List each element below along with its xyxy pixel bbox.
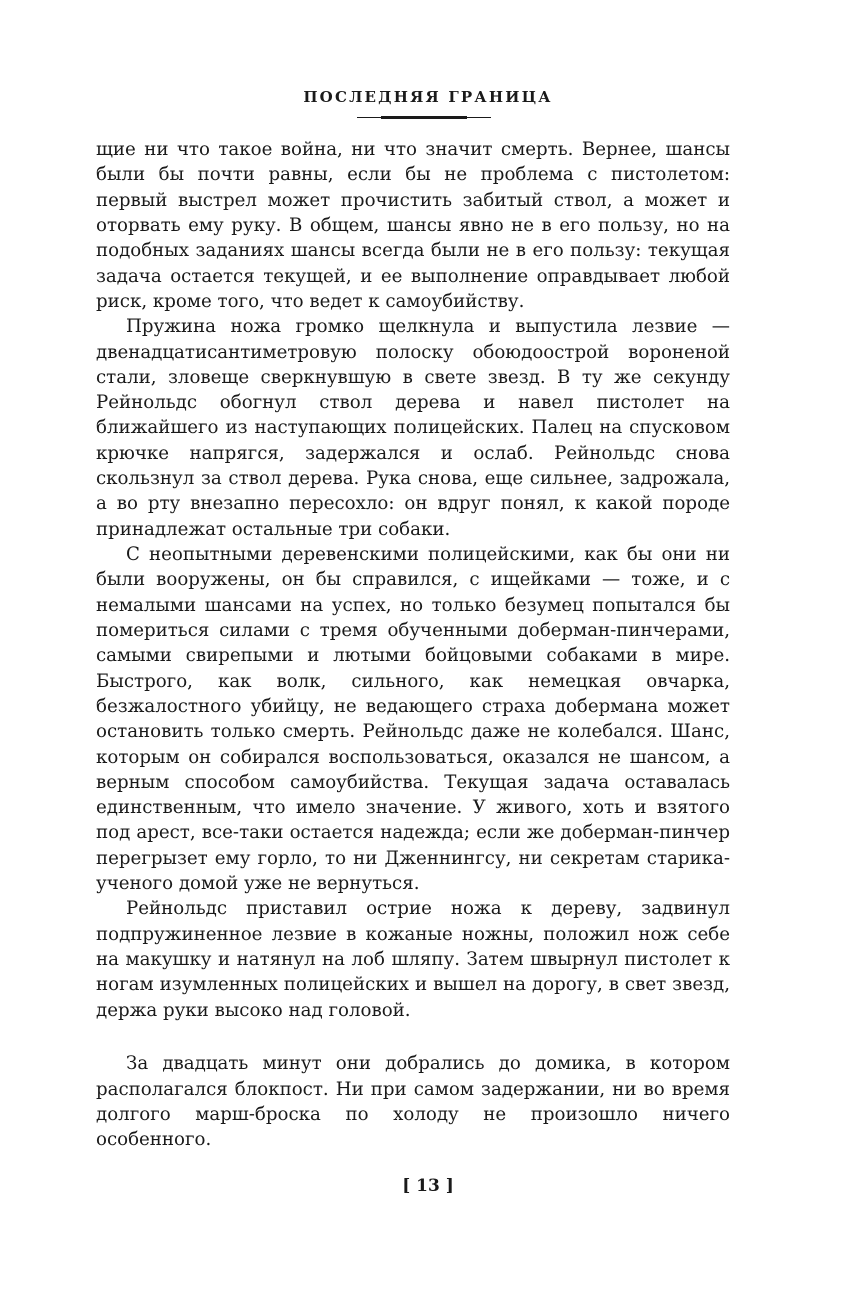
header-rule-accent (381, 116, 467, 119)
paragraph-new-section: За двадцать минут они добрались до домика, в котором располагался блокпост. Ни при самом задержании, ни во время долгого марш-броска по холоду не произошло ничего особенного. (96, 1053, 730, 1151)
paragraph-continued: щие ни что такое война, ни что значит смерть. Вернее, шансы были бы почти равны, если бы не проблема с пистолетом: первый выстрел может прочистить забитый ствол, а может и оторвать ему руку. В общем, шансы явно не в его пользу, но на подобных заданиях шансы всегда были не в его пользу: текущая задача остается текущей, и ее выполнение оправдывает любой риск, кроме того, что ведет к самоубийству. (96, 139, 730, 312)
paragraph: Пружина ножа громко щелкнула и выпустила лезвие — двенадцатисантиметровую полоску обоюдоострой вороненой стали, зловеще сверкнувшую в свете звезд. В ту же секунду Рейнольдс обогнул ствол дерева и навел пистолет на ближайшего из наступающих полицейских. Палец на спусковом крючке напрягся, задержался и ослаб. Рейнольдс снова скользнул за ствол дерева. Рука снова, еще сильнее, задрожала, а во рту внезапно пересохло: он вдруг понял, к какой породе принадлежат остальные три собаки. (96, 316, 730, 540)
paragraph: С неопытными деревенскими полицейскими, как бы они ни были вооружены, он бы справился, с ищейками — тоже, и с немалыми шансами на успех, но только безумец попытался бы помериться силами с тремя обученными доберман-пинчерами, самыми свирепыми и лютыми бойцовыми собаками в мире. Быстрого, как волк, сильного, как немецкая овчарка, безжалостного убийцу, не ведающего страха добермана может остановить только смерть. Рейнольдс даже не колебался. Шанс, которым он собирался воспользоваться, оказался не шансом, а верным способом самоубийства. Текущая задача оставалась единственным, что имело значение. У живого, хоть и взятого под арест, все-таки остается надежда; если же доберман-пинчер перегрызет ему горло, то ни Дженнингсу, ни секретам старика-ученого домой уже не вернуться. (96, 544, 730, 895)
running-title: ПОСЛЕДНЯЯ ГРАНИЦА (303, 88, 553, 106)
paragraph: Рейнольдс приставил острие ножа к дереву, задвинул подпружиненное лезвие в кожаные ножны, положил нож себе на макушку и натянул на лоб шляпу. Затем швырнул пистолет к ногам изумленных полицейских и вышел на дорогу, в свет звезд, держа руки высоко над головой. (96, 898, 730, 1021)
page-number: [ 13 ] (402, 1176, 454, 1196)
body-text (96, 137, 730, 1153)
